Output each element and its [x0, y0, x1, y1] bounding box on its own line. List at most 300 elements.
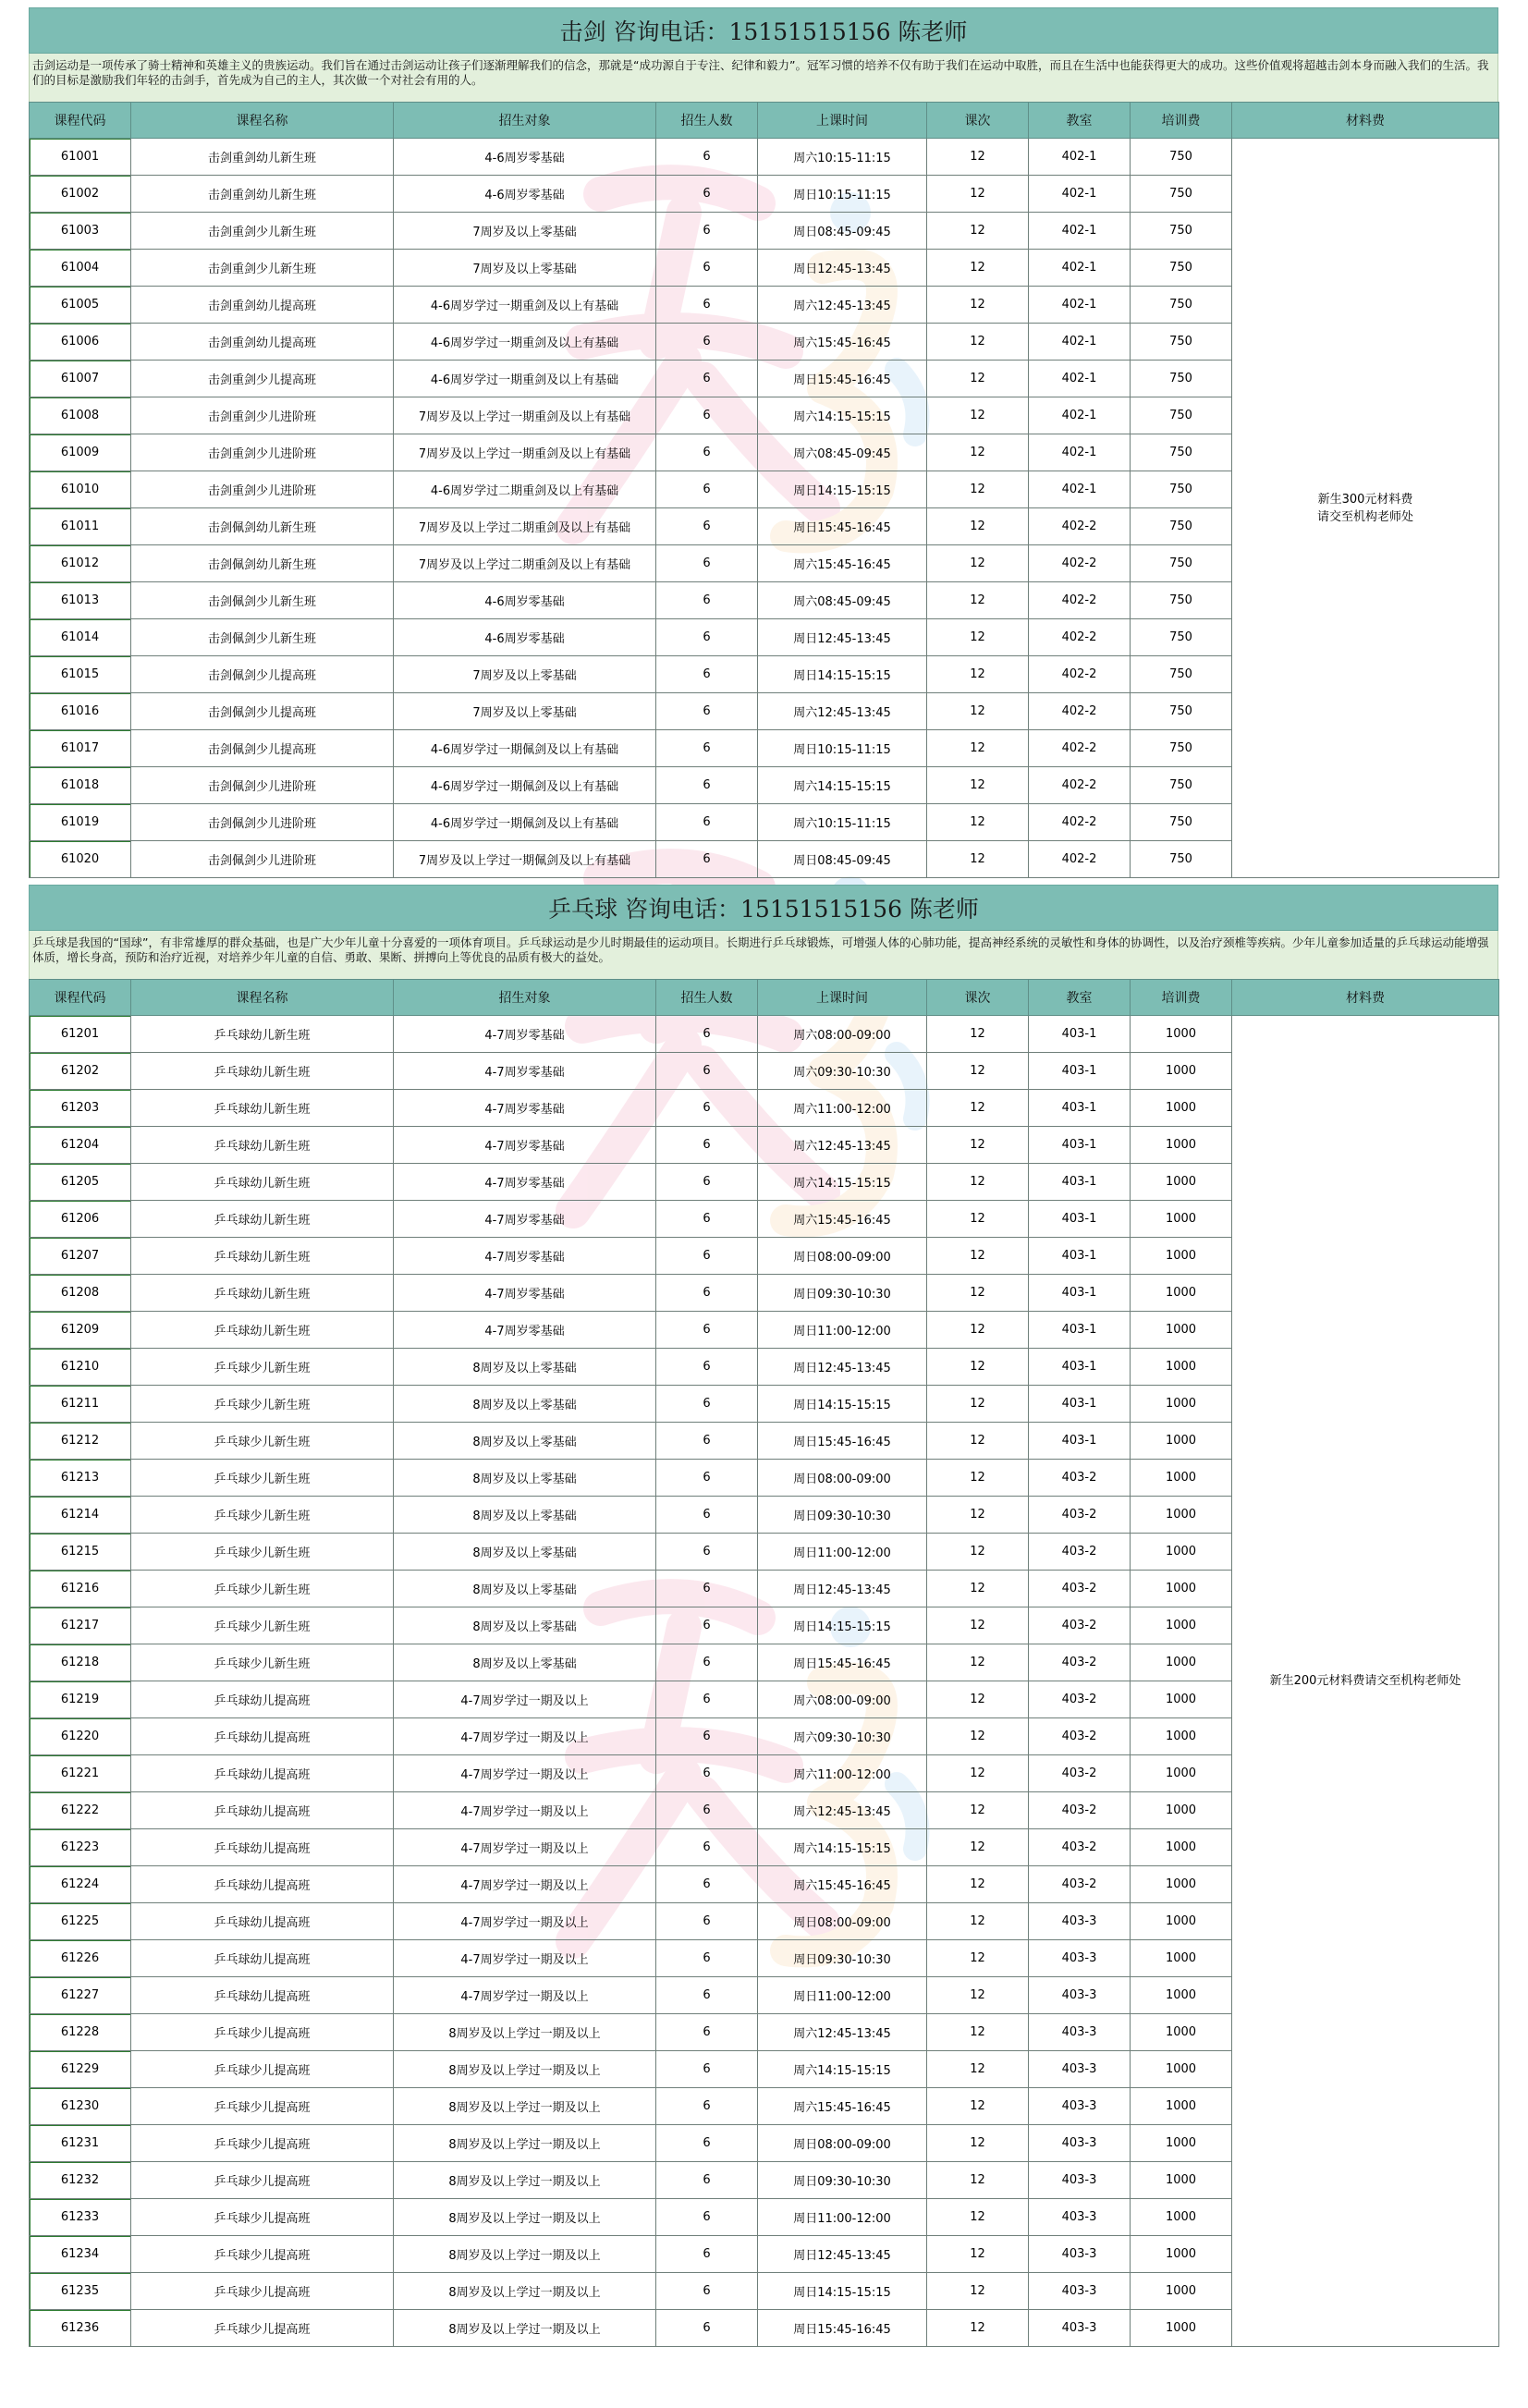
course-code-cell: 61008: [30, 397, 131, 434]
sessions-cell: 12: [927, 545, 1029, 582]
course-name-cell: 乒乓球幼儿新生班: [131, 1275, 394, 1312]
fencing-section: [29, 7, 1498, 878]
course-code-cell: 61205: [30, 1164, 131, 1201]
class-time-cell: 周六14:15-15:15: [758, 767, 927, 804]
enrollment-cell: 6: [656, 1755, 758, 1792]
target-students-cell: 7周岁及以上学过一期重剑及以上有基础: [394, 397, 656, 434]
enrollment-cell: 6: [656, 1866, 758, 1903]
class-time-cell: 周六15:45-16:45: [758, 1201, 927, 1238]
classroom-cell: 403-3: [1029, 2199, 1131, 2236]
sessions-cell: 12: [927, 1090, 1029, 1127]
course-code-cell: 61211: [30, 1386, 131, 1423]
target-students-cell: 4-6周岁零基础: [394, 619, 656, 656]
target-students-cell: 4-7周岁学过一期及以上: [394, 1903, 656, 1940]
target-students-cell: 4-6周岁学过二期重剑及以上有基础: [394, 471, 656, 508]
course-name-cell: 击剑佩剑少儿进阶班: [131, 804, 394, 841]
course-name-cell: 乒乓球少儿新生班: [131, 1571, 394, 1607]
tuition-fee-cell: 1000: [1131, 1016, 1232, 1053]
target-students-cell: 7周岁及以上零基础: [394, 693, 656, 730]
tuition-fee-cell: 1000: [1131, 2310, 1232, 2347]
course-code-cell: 61234: [30, 2236, 131, 2273]
sessions-cell: 12: [927, 2088, 1029, 2125]
sessions-cell: 12: [927, 1903, 1029, 1940]
sessions-cell: 12: [927, 1940, 1029, 1977]
course-code-cell: 61014: [30, 619, 131, 656]
enrollment-cell: 6: [656, 2162, 758, 2199]
sessions-cell: 12: [927, 693, 1029, 730]
tuition-fee-cell: 750: [1131, 176, 1232, 213]
column-header: 教室: [1029, 980, 1131, 1016]
sessions-cell: 12: [927, 471, 1029, 508]
target-students-cell: 7周岁及以上零基础: [394, 656, 656, 693]
class-time-cell: 周日15:45-16:45: [758, 1423, 927, 1460]
tuition-fee-cell: 1000: [1131, 2051, 1232, 2088]
sessions-cell: 12: [927, 287, 1029, 324]
column-header: 培训费: [1131, 980, 1232, 1016]
enrollment-cell: 6: [656, 656, 758, 693]
course-name-cell: 乒乓球幼儿提高班: [131, 1940, 394, 1977]
class-time-cell: 周日14:15-15:15: [758, 2273, 927, 2310]
sessions-cell: 12: [927, 1755, 1029, 1792]
classroom-cell: 403-3: [1029, 2236, 1131, 2273]
course-code-cell: 61010: [30, 471, 131, 508]
tuition-fee-cell: 1000: [1131, 1571, 1232, 1607]
course-name-cell: 乒乓球少儿新生班: [131, 1423, 394, 1460]
classroom-cell: 403-2: [1029, 1792, 1131, 1829]
enrollment-cell: 6: [656, 1312, 758, 1349]
tuition-fee-cell: 750: [1131, 397, 1232, 434]
sessions-cell: 12: [927, 804, 1029, 841]
classroom-cell: 403-3: [1029, 2051, 1131, 2088]
course-name-cell: 乒乓球幼儿新生班: [131, 1164, 394, 1201]
tuition-fee-cell: 750: [1131, 693, 1232, 730]
enrollment-cell: 6: [656, 1349, 758, 1386]
class-time-cell: 周日11:00-12:00: [758, 1534, 927, 1571]
course-code-cell: 61020: [30, 841, 131, 878]
course-name-cell: 乒乓球幼儿新生班: [131, 1201, 394, 1238]
enrollment-cell: 6: [656, 139, 758, 176]
target-students-cell: 4-6周岁零基础: [394, 582, 656, 619]
enrollment-cell: 6: [656, 1053, 758, 1090]
class-time-cell: 周日15:45-16:45: [758, 1644, 927, 1681]
tuition-fee-cell: 750: [1131, 582, 1232, 619]
class-time-cell: 周六12:45-13:45: [758, 1127, 927, 1164]
course-code-cell: 61212: [30, 1423, 131, 1460]
target-students-cell: 7周岁及以上学过二期重剑及以上有基础: [394, 508, 656, 545]
enrollment-cell: 6: [656, 1644, 758, 1681]
course-name-cell: 乒乓球幼儿提高班: [131, 1792, 394, 1829]
target-students-cell: 4-6周岁学过一期重剑及以上有基础: [394, 324, 656, 361]
enrollment-cell: 6: [656, 1940, 758, 1977]
pingpong-title: 乒乓球 咨询电话：15151515156 陈老师: [29, 885, 1498, 931]
tuition-fee-cell: 1000: [1131, 1349, 1232, 1386]
classroom-cell: 403-2: [1029, 1829, 1131, 1866]
course-code-cell: 61016: [30, 693, 131, 730]
classroom-cell: 402-2: [1029, 693, 1131, 730]
sessions-cell: 12: [927, 2310, 1029, 2347]
course-code-cell: 61235: [30, 2273, 131, 2310]
tuition-fee-cell: 750: [1131, 767, 1232, 804]
sessions-cell: 12: [927, 434, 1029, 471]
fencing-table-body: [30, 139, 1499, 878]
classroom-cell: 402-1: [1029, 324, 1131, 361]
enrollment-cell: 6: [656, 434, 758, 471]
enrollment-cell: 6: [656, 397, 758, 434]
sessions-cell: 12: [927, 1792, 1029, 1829]
enrollment-cell: 6: [656, 841, 758, 878]
sessions-cell: 12: [927, 2125, 1029, 2162]
sessions-cell: 12: [927, 139, 1029, 176]
classroom-cell: 402-2: [1029, 767, 1131, 804]
class-time-cell: 周日09:30-10:30: [758, 2162, 927, 2199]
sessions-cell: 12: [927, 2236, 1029, 2273]
class-time-cell: 周六14:15-15:15: [758, 1829, 927, 1866]
target-students-cell: 4-7周岁学过一期及以上: [394, 1718, 656, 1755]
course-name-cell: 击剑重剑幼儿新生班: [131, 176, 394, 213]
course-name-cell: 击剑佩剑少儿进阶班: [131, 841, 394, 878]
enrollment-cell: 6: [656, 1423, 758, 1460]
sessions-cell: 12: [927, 397, 1029, 434]
sessions-cell: 12: [927, 767, 1029, 804]
course-name-cell: 乒乓球少儿新生班: [131, 1607, 394, 1644]
class-time-cell: 周日11:00-12:00: [758, 1977, 927, 2014]
classroom-cell: 403-3: [1029, 1903, 1131, 1940]
column-header: 课次: [927, 980, 1029, 1016]
sessions-cell: 12: [927, 2199, 1029, 2236]
class-time-cell: 周六10:15-11:15: [758, 804, 927, 841]
target-students-cell: 4-7周岁零基础: [394, 1275, 656, 1312]
column-header: 招生人数: [656, 980, 758, 1016]
class-time-cell: 周日12:45-13:45: [758, 2236, 927, 2273]
course-code-cell: 61202: [30, 1053, 131, 1090]
sessions-cell: 12: [927, 1016, 1029, 1053]
classroom-cell: 403-1: [1029, 1275, 1131, 1312]
enrollment-cell: 6: [656, 693, 758, 730]
target-students-cell: 8周岁及以上学过一期及以上: [394, 2236, 656, 2273]
course-code-cell: 61204: [30, 1127, 131, 1164]
classroom-cell: 403-3: [1029, 1977, 1131, 2014]
sessions-cell: 12: [927, 1312, 1029, 1349]
enrollment-cell: 6: [656, 2310, 758, 2347]
column-header: 招生人数: [656, 103, 758, 139]
course-name-cell: 乒乓球少儿提高班: [131, 2088, 394, 2125]
class-time-cell: 周六15:45-16:45: [758, 545, 927, 582]
tuition-fee-cell: 1000: [1131, 2236, 1232, 2273]
target-students-cell: 7周岁及以上学过一期重剑及以上有基础: [394, 434, 656, 471]
classroom-cell: 402-1: [1029, 176, 1131, 213]
pingpong-course-table: [29, 979, 1499, 2347]
target-students-cell: 8周岁及以上零基础: [394, 1349, 656, 1386]
course-code-cell: 61232: [30, 2162, 131, 2199]
course-code-cell: 61207: [30, 1238, 131, 1275]
course-code-cell: 61224: [30, 1866, 131, 1903]
tuition-fee-cell: 1000: [1131, 1903, 1232, 1940]
class-time-cell: 周日15:45-16:45: [758, 361, 927, 397]
pingpong-description: 乒乓球是我国的“国球”，有非常雄厚的群众基础，也是广大少年儿童十分喜爱的一项体育项目。乒乓球运动是少儿时期最佳的运动项目。长期进行乒乓球锻炼，可增强人体的心肺功能，提高神经系统的灵敏性和身体的协调性，以及治疗颈椎等疾病。少年儿童参加适量的乒乓球运动能增强体质，增长身高，预防和治疗近视，对培养少年儿童的自信、勇敢、果断、拼搏向上等优良的品质有极大的益处。: [29, 931, 1498, 979]
target-students-cell: 4-7周岁学过一期及以上: [394, 1681, 656, 1718]
sessions-cell: 12: [927, 2051, 1029, 2088]
tuition-fee-cell: 1000: [1131, 2125, 1232, 2162]
course-name-cell: 击剑重剑少儿进阶班: [131, 397, 394, 434]
classroom-cell: 403-1: [1029, 1238, 1131, 1275]
course-name-cell: 乒乓球少儿提高班: [131, 2310, 394, 2347]
target-students-cell: 8周岁及以上零基础: [394, 1644, 656, 1681]
enrollment-cell: 6: [656, 1386, 758, 1423]
target-students-cell: 8周岁及以上零基础: [394, 1571, 656, 1607]
classroom-cell: 403-3: [1029, 2125, 1131, 2162]
enrollment-cell: 6: [656, 804, 758, 841]
sessions-cell: 12: [927, 2273, 1029, 2310]
class-time-cell: 周六14:15-15:15: [758, 1164, 927, 1201]
classroom-cell: 402-1: [1029, 213, 1131, 250]
classroom-cell: 402-2: [1029, 804, 1131, 841]
sessions-cell: 12: [927, 1164, 1029, 1201]
sessions-cell: 12: [927, 1571, 1029, 1607]
class-time-cell: 周日08:45-09:45: [758, 841, 927, 878]
class-time-cell: 周日08:00-09:00: [758, 1903, 927, 1940]
class-time-cell: 周六09:30-10:30: [758, 1718, 927, 1755]
column-header: 上课时间: [758, 980, 927, 1016]
course-name-cell: 击剑重剑幼儿提高班: [131, 324, 394, 361]
course-code-cell: 61006: [30, 324, 131, 361]
table-row: [30, 1016, 1499, 1053]
target-students-cell: 8周岁及以上学过一期及以上: [394, 2014, 656, 2051]
classroom-cell: 402-1: [1029, 139, 1131, 176]
class-time-cell: 周六12:45-13:45: [758, 1792, 927, 1829]
course-code-cell: 61219: [30, 1681, 131, 1718]
course-name-cell: 击剑重剑少儿提高班: [131, 361, 394, 397]
tuition-fee-cell: 1000: [1131, 1460, 1232, 1497]
target-students-cell: 8周岁及以上学过一期及以上: [394, 2125, 656, 2162]
course-name-cell: 乒乓球少儿新生班: [131, 1534, 394, 1571]
sessions-cell: 12: [927, 1386, 1029, 1423]
target-students-cell: 8周岁及以上学过一期及以上: [394, 2088, 656, 2125]
target-students-cell: 4-7周岁零基础: [394, 1090, 656, 1127]
enrollment-cell: 6: [656, 1792, 758, 1829]
class-time-cell: 周日10:15-11:15: [758, 730, 927, 767]
classroom-cell: 403-1: [1029, 1201, 1131, 1238]
course-name-cell: 击剑重剑少儿进阶班: [131, 471, 394, 508]
enrollment-cell: 6: [656, 619, 758, 656]
enrollment-cell: 6: [656, 213, 758, 250]
class-time-cell: 周六08:45-09:45: [758, 434, 927, 471]
enrollment-cell: 6: [656, 1534, 758, 1571]
class-time-cell: 周日08:00-09:00: [758, 1238, 927, 1275]
course-name-cell: 击剑佩剑幼儿新生班: [131, 545, 394, 582]
course-code-cell: 61004: [30, 250, 131, 287]
tuition-fee-cell: 1000: [1131, 1534, 1232, 1571]
course-code-cell: 61220: [30, 1718, 131, 1755]
class-time-cell: 周六12:45-13:45: [758, 287, 927, 324]
sessions-cell: 12: [927, 213, 1029, 250]
course-code-cell: 61233: [30, 2199, 131, 2236]
target-students-cell: 4-6周岁学过一期重剑及以上有基础: [394, 361, 656, 397]
classroom-cell: 403-3: [1029, 1940, 1131, 1977]
tuition-fee-cell: 1000: [1131, 1829, 1232, 1866]
course-name-cell: 乒乓球少儿提高班: [131, 2236, 394, 2273]
course-name-cell: 乒乓球少儿新生班: [131, 1460, 394, 1497]
column-header: 招生对象: [394, 980, 656, 1016]
table-row: [30, 139, 1499, 176]
classroom-cell: 402-2: [1029, 656, 1131, 693]
target-students-cell: 4-6周岁学过一期佩剑及以上有基础: [394, 804, 656, 841]
sessions-cell: 12: [927, 508, 1029, 545]
class-time-cell: 周日14:15-15:15: [758, 656, 927, 693]
class-time-cell: 周日15:45-16:45: [758, 2310, 927, 2347]
column-header: 招生对象: [394, 103, 656, 139]
classroom-cell: 402-2: [1029, 619, 1131, 656]
column-header: 材料费: [1232, 103, 1499, 139]
course-name-cell: 击剑重剑幼儿新生班: [131, 139, 394, 176]
classroom-cell: 402-2: [1029, 508, 1131, 545]
sessions-cell: 12: [927, 730, 1029, 767]
column-header: 材料费: [1232, 980, 1499, 1016]
target-students-cell: 4-7周岁学过一期及以上: [394, 1977, 656, 2014]
course-name-cell: 乒乓球幼儿提高班: [131, 1755, 394, 1792]
course-name-cell: 乒乓球幼儿提高班: [131, 1903, 394, 1940]
tuition-fee-cell: 1000: [1131, 1792, 1232, 1829]
course-name-cell: 乒乓球幼儿新生班: [131, 1127, 394, 1164]
course-name-cell: 乒乓球幼儿新生班: [131, 1238, 394, 1275]
course-code-cell: 61209: [30, 1312, 131, 1349]
course-code-cell: 61226: [30, 1940, 131, 1977]
enrollment-cell: 6: [656, 1275, 758, 1312]
course-name-cell: 乒乓球少儿提高班: [131, 2014, 394, 2051]
class-time-cell: 周六08:45-09:45: [758, 582, 927, 619]
sessions-cell: 12: [927, 1275, 1029, 1312]
target-students-cell: 4-7周岁学过一期及以上: [394, 1829, 656, 1866]
enrollment-cell: 6: [656, 176, 758, 213]
target-students-cell: 8周岁及以上学过一期及以上: [394, 2051, 656, 2088]
sessions-cell: 12: [927, 176, 1029, 213]
classroom-cell: 403-3: [1029, 2088, 1131, 2125]
enrollment-cell: 6: [656, 1607, 758, 1644]
course-code-cell: 61231: [30, 2125, 131, 2162]
sessions-cell: 12: [927, 582, 1029, 619]
column-header: 课次: [927, 103, 1029, 139]
course-code-cell: 61003: [30, 213, 131, 250]
course-code-cell: 61208: [30, 1275, 131, 1312]
tuition-fee-cell: 1000: [1131, 1423, 1232, 1460]
sessions-cell: 12: [927, 1201, 1029, 1238]
target-students-cell: 8周岁及以上零基础: [394, 1460, 656, 1497]
tuition-fee-cell: 750: [1131, 213, 1232, 250]
course-name-cell: 乒乓球幼儿提高班: [131, 1681, 394, 1718]
sessions-cell: 12: [927, 1349, 1029, 1386]
class-time-cell: 周日08:45-09:45: [758, 213, 927, 250]
classroom-cell: 402-2: [1029, 545, 1131, 582]
class-time-cell: 周六12:45-13:45: [758, 2014, 927, 2051]
pingpong-section: [29, 885, 1498, 2347]
course-code-cell: 61201: [30, 1016, 131, 1053]
course-name-cell: 乒乓球幼儿新生班: [131, 1090, 394, 1127]
course-name-cell: 击剑佩剑幼儿新生班: [131, 508, 394, 545]
class-time-cell: 周六09:30-10:30: [758, 1053, 927, 1090]
column-header: 课程名称: [131, 980, 394, 1016]
enrollment-cell: 6: [656, 2014, 758, 2051]
class-time-cell: 周六08:00-09:00: [758, 1681, 927, 1718]
course-code-cell: 61214: [30, 1497, 131, 1534]
tuition-fee-cell: 1000: [1131, 1940, 1232, 1977]
class-time-cell: 周六14:15-15:15: [758, 397, 927, 434]
target-students-cell: 8周岁及以上学过一期及以上: [394, 2273, 656, 2310]
class-time-cell: 周日14:15-15:15: [758, 471, 927, 508]
course-code-cell: 61216: [30, 1571, 131, 1607]
course-code-cell: 61236: [30, 2310, 131, 2347]
column-header: 课程名称: [131, 103, 394, 139]
course-code-cell: 61230: [30, 2088, 131, 2125]
sessions-cell: 12: [927, 2162, 1029, 2199]
sessions-cell: 12: [927, 1053, 1029, 1090]
course-code-cell: 61001: [30, 139, 131, 176]
course-code-cell: 61221: [30, 1755, 131, 1792]
target-students-cell: 4-7周岁零基础: [394, 1312, 656, 1349]
class-time-cell: 周日12:45-13:45: [758, 619, 927, 656]
enrollment-cell: 6: [656, 1903, 758, 1940]
target-students-cell: 4-7周岁零基础: [394, 1016, 656, 1053]
classroom-cell: 403-2: [1029, 1681, 1131, 1718]
enrollment-cell: 6: [656, 1497, 758, 1534]
tuition-fee-cell: 750: [1131, 508, 1232, 545]
fencing-course-table: [29, 102, 1499, 878]
sessions-cell: 12: [927, 1238, 1029, 1275]
sessions-cell: 12: [927, 619, 1029, 656]
tuition-fee-cell: 750: [1131, 324, 1232, 361]
classroom-cell: 402-2: [1029, 582, 1131, 619]
course-name-cell: 乒乓球少儿新生班: [131, 1386, 394, 1423]
course-code-cell: 61013: [30, 582, 131, 619]
class-time-cell: 周日11:00-12:00: [758, 2199, 927, 2236]
target-students-cell: 4-6周岁零基础: [394, 139, 656, 176]
enrollment-cell: 6: [656, 1460, 758, 1497]
tuition-fee-cell: 1000: [1131, 1090, 1232, 1127]
target-students-cell: 7周岁及以上零基础: [394, 250, 656, 287]
classroom-cell: 402-2: [1029, 730, 1131, 767]
course-code-cell: 61005: [30, 287, 131, 324]
course-name-cell: 击剑佩剑少儿进阶班: [131, 767, 394, 804]
course-code-cell: 61210: [30, 1349, 131, 1386]
tuition-fee-cell: 1000: [1131, 1755, 1232, 1792]
target-students-cell: 4-6周岁学过一期重剑及以上有基础: [394, 287, 656, 324]
classroom-cell: 403-1: [1029, 1386, 1131, 1423]
enrollment-cell: 6: [656, 2273, 758, 2310]
course-code-cell: 61017: [30, 730, 131, 767]
enrollment-cell: 6: [656, 1718, 758, 1755]
sessions-cell: 12: [927, 1718, 1029, 1755]
course-code-cell: 61007: [30, 361, 131, 397]
course-name-cell: 击剑重剑少儿新生班: [131, 213, 394, 250]
tuition-fee-cell: 1000: [1131, 1238, 1232, 1275]
course-code-cell: 61228: [30, 2014, 131, 2051]
enrollment-cell: 6: [656, 2199, 758, 2236]
course-code-cell: 61225: [30, 1903, 131, 1940]
tuition-fee-cell: 750: [1131, 619, 1232, 656]
enrollment-cell: 6: [656, 2051, 758, 2088]
enrollment-cell: 6: [656, 1164, 758, 1201]
tuition-fee-cell: 750: [1131, 656, 1232, 693]
tuition-fee-cell: 750: [1131, 434, 1232, 471]
course-code-cell: 61213: [30, 1460, 131, 1497]
class-time-cell: 周六11:00-12:00: [758, 1090, 927, 1127]
class-time-cell: 周日10:15-11:15: [758, 176, 927, 213]
course-code-cell: 61012: [30, 545, 131, 582]
enrollment-cell: 6: [656, 730, 758, 767]
sessions-cell: 12: [927, 1977, 1029, 2014]
column-header: 上课时间: [758, 103, 927, 139]
classroom-cell: 403-2: [1029, 1497, 1131, 1534]
course-name-cell: 乒乓球幼儿提高班: [131, 1866, 394, 1903]
tuition-fee-cell: 1000: [1131, 1607, 1232, 1644]
